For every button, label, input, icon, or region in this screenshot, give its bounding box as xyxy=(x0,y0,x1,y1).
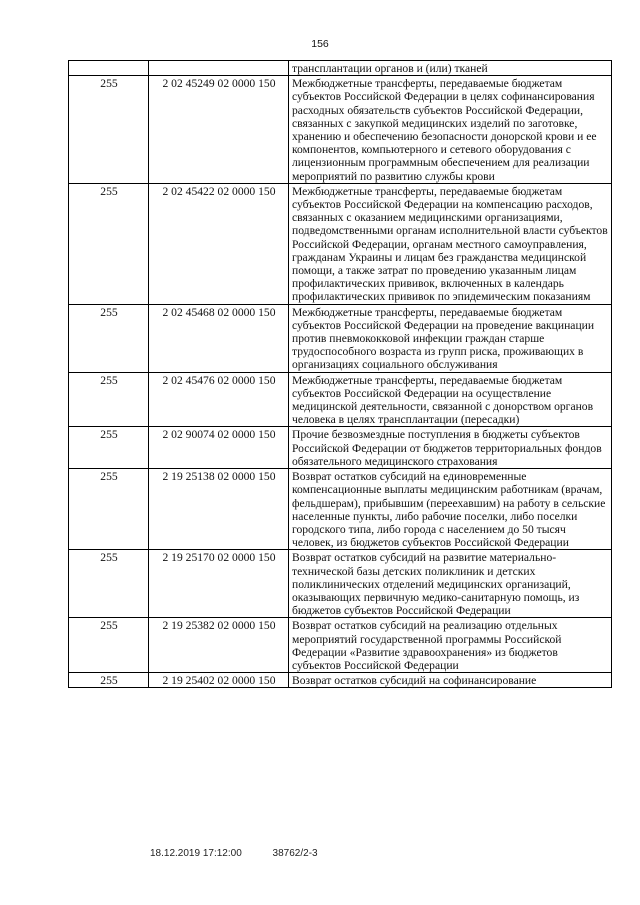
admin-code-cell xyxy=(69,61,149,76)
admin-code-cell: 255 xyxy=(69,550,149,618)
budget-code-cell: 2 02 45468 02 0000 150 xyxy=(149,304,289,372)
table-row xyxy=(69,76,612,184)
budget-code-cell: 2 19 25402 02 0000 150 xyxy=(149,673,289,688)
admin-code-cell: 255 xyxy=(69,618,149,673)
table-row xyxy=(69,372,612,427)
description-cell: Прочие безвозмездные поступления в бюджеты субъектов Российской Федерации от бюджетов территориальных фондов обязательного медицинского страхования xyxy=(289,427,612,469)
description-cell: Межбюджетные трансферты, передаваемые бюджетам субъектов Российской Федерации на компенсацию расходов, связанных с оказанием медицинскими организациями, подведомственными органам исполнительной власти субъектов Российской Федерации, органам местного самоуправления, гражданам Украины и лицам без гражданства медицинской помощи, а также затрат по проведению указанным лицам профилактических прививок, включенных в календарь профилактических прививок по эпидемическим показаниям xyxy=(289,183,612,304)
budget-code-cell: 2 02 45249 02 0000 150 xyxy=(149,76,289,184)
admin-code-cell: 255 xyxy=(69,304,149,372)
admin-code-cell: 255 xyxy=(69,673,149,688)
admin-code-cell: 255 xyxy=(69,372,149,427)
footer-timestamp: 18.12.2019 17:12:00 xyxy=(150,848,242,859)
budget-code-cell: 2 19 25382 02 0000 150 xyxy=(149,618,289,673)
admin-code-cell: 255 xyxy=(69,469,149,550)
admin-code-cell: 255 xyxy=(69,76,149,184)
table-row xyxy=(69,427,612,469)
table-row xyxy=(69,618,612,673)
table-row xyxy=(69,673,612,688)
budget-code-cell: 2 19 25170 02 0000 150 xyxy=(149,550,289,618)
table-row xyxy=(69,304,612,372)
description-cell: Межбюджетные трансферты, передаваемые бюджетам субъектов Российской Федерации на осуществление медицинской деятельности, связанной с донорством органов человека в целях трансплантации (пересадки) xyxy=(289,372,612,427)
footer-document-id: 38762/2-3 xyxy=(272,848,318,859)
page-number: 156 xyxy=(311,38,329,50)
table-row xyxy=(69,183,612,304)
table-row xyxy=(69,550,612,618)
budget-code-cell: 2 02 90074 02 0000 150 xyxy=(149,427,289,469)
budget-code-cell xyxy=(149,61,289,76)
budget-code-cell: 2 02 45476 02 0000 150 xyxy=(149,372,289,427)
table-row xyxy=(69,469,612,550)
admin-code-cell: 255 xyxy=(69,427,149,469)
document-footer xyxy=(150,848,346,859)
budget-codes-table xyxy=(68,60,612,688)
description-cell: Межбюджетные трансферты, передаваемые бюджетам субъектов Российской Федерации в целях софинансирования расходных обязательств субъектов Российской Федерации, связанных с закупкой медицинских изделий по заготовке, хранению и обеспечению безопасности донорской крови и ее компонентов, компьютерного и сетевого оборудования с лицензионным программным обеспечением для реализации мероприятий по развитию службы крови xyxy=(289,76,612,184)
description-cell: трансплантации органов и (или) тканей xyxy=(289,61,612,76)
budget-code-cell: 2 19 25138 02 0000 150 xyxy=(149,469,289,550)
description-cell: Возврат остатков субсидий на софинансирование xyxy=(289,673,612,688)
table-row xyxy=(69,61,612,76)
description-cell: Возврат остатков субсидий на развитие материально-технической базы детских поликлиник и детских поликлинических отделений медицинских организаций, оказывающих первичную медико-санитарную помощь, из бюджетов субъектов Российской Федерации xyxy=(289,550,612,618)
budget-code-cell: 2 02 45422 02 0000 150 xyxy=(149,183,289,304)
description-cell: Межбюджетные трансферты, передаваемые бюджетам субъектов Российской Федерации на проведение вакцинации против пневмококковой инфекции граждан старше трудоспособного возраста из групп риска, проживающих в организациях социального обслуживания xyxy=(289,304,612,372)
admin-code-cell: 255 xyxy=(69,183,149,304)
description-cell: Возврат остатков субсидий на единовременные компенсационные выплаты медицинским работникам (врачам, фельдшерам), прибывшим (переехавшим) на работу в сельские населенные пункты, либо рабочие поселки, либо поселки городского типа, либо города с населением до 50 тысяч человек, из бюджетов субъектов Российской Федерации xyxy=(289,469,612,550)
description-cell: Возврат остатков субсидий на реализацию отдельных мероприятий государственной программы Российской Федерации «Развитие здравоохранения» из бюджетов субъектов Российской Федерации xyxy=(289,618,612,673)
